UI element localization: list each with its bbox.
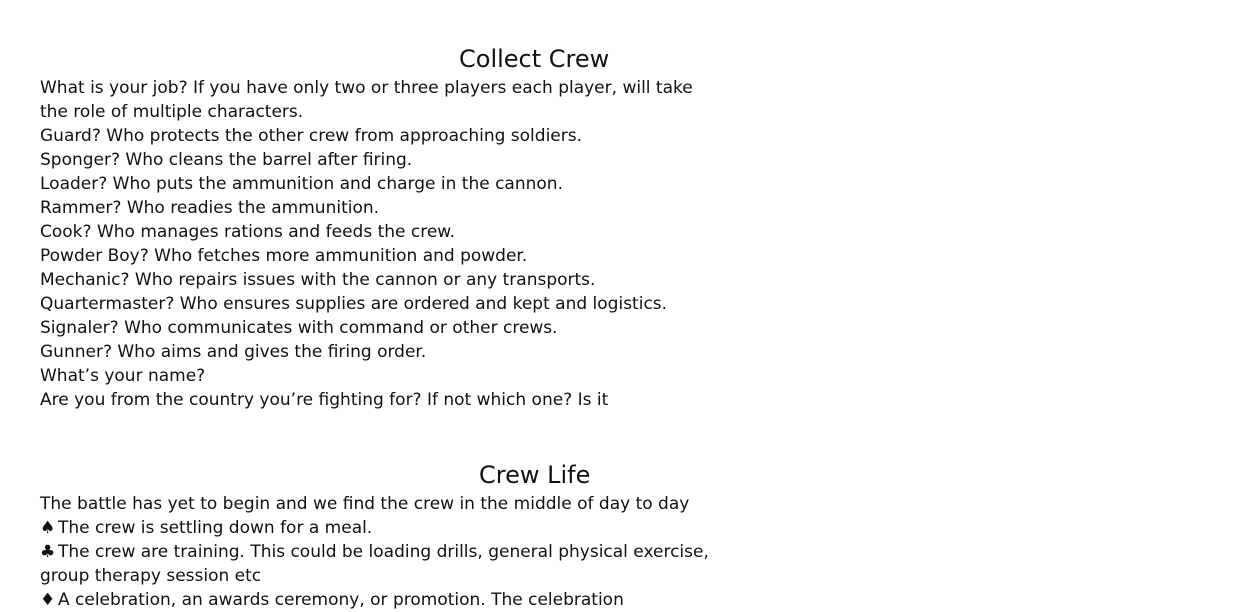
paragraph-line: Powder Boy? Who fetches more ammunition and powder. [40,246,528,266]
list-item-text: A celebration, an awards ceremony, or promotion. The celebration [58,590,624,610]
paragraph-line: Quartermaster? Who ensures supplies are ordered and kept and logistics. [40,294,668,314]
paragraph-line: What’s your name? [40,366,206,386]
spade-bullet-icon: ♠ [40,518,56,538]
paragraph-line: The battle has yet to begin and we find the crew in the middle of day to day [40,494,690,514]
list-item-text: The crew are training. This could be loading drills, general physical exercise, [58,542,709,562]
list-item [40,540,1240,564]
paragraph-line: Rammer? Who readies the ammunition. [40,198,380,218]
paragraph-line: Mechanic? Who repairs issues with the cannon or any transports. [40,270,596,290]
paragraph-line: Are you from the country you’re fighting for? If not which one? Is it [40,390,609,410]
club-bullet-icon: ♣ [40,542,56,562]
paragraph-line: Guard? Who protects the other crew from approaching soldiers. [40,126,583,146]
list-item [40,516,1240,540]
paragraph-line: Loader? Who puts the ammunition and charge in the cannon. [40,174,563,194]
paragraph-line: Signaler? Who communicates with command or other crews. [40,318,558,338]
paragraph-line: Gunner? Who aims and gives the firing order. [40,342,427,362]
paragraph-line: Sponger? Who cleans the barrel after firing. [40,150,413,170]
paragraph-line: What is your job? If you have only two or three players each player, will take [40,78,693,98]
collect-crew-body [40,76,1240,412]
paragraph-line: the role of multiple characters. [40,102,304,122]
crew-life-body [40,492,1240,612]
list-item-text: The crew is settling down for a meal. [58,518,373,538]
section-heading-crew-life: Crew Life [479,461,591,489]
list-item [40,588,1240,612]
list-item-continuation [40,564,1240,588]
paragraph-line: Cook? Who manages rations and feeds the crew. [40,222,456,242]
list-item-text: group therapy session etc [40,566,262,586]
diamond-bullet-icon: ♦ [40,590,56,610]
section-heading-collect-crew: Collect Crew [459,45,610,73]
